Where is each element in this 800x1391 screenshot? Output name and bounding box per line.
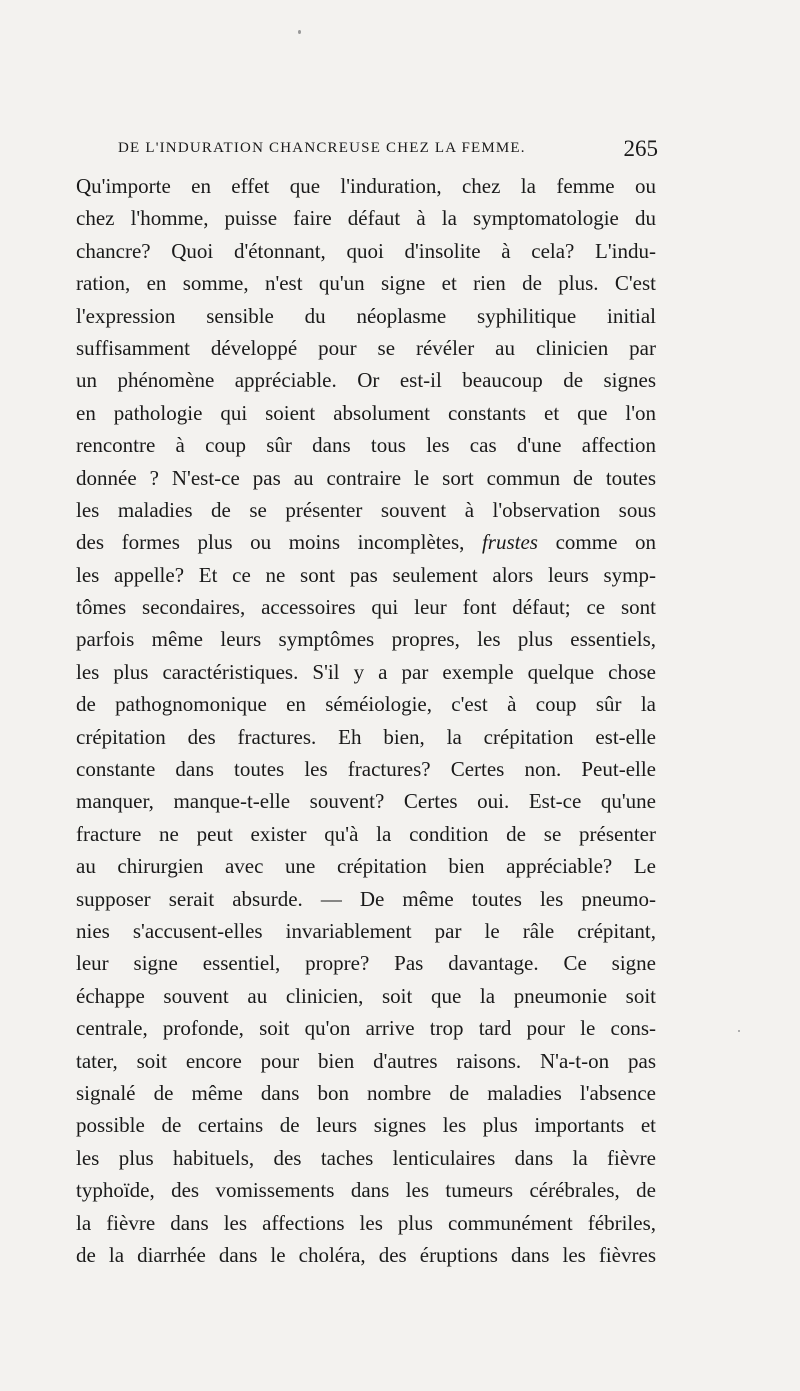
text-line: donnée ? N'est-ce pas au contraire le sort commun de toutes: [76, 465, 656, 490]
text-line: les plus caractéristiques. S'il y a par exemple quelque chose: [76, 659, 656, 684]
text-line: leur signe essentiel, propre? Pas davantage. Ce signe: [76, 951, 656, 976]
text-fragment: des formes plus ou moins incomplètes,: [76, 530, 482, 555]
running-head: [118, 136, 658, 166]
text-line: centrale, profonde, soit qu'on arrive trop tard pour le cons-: [76, 1016, 656, 1041]
paper-speck: [738, 1030, 740, 1032]
text-line: Qu'importe en effet que l'induration, chez la femme ou: [76, 174, 656, 198]
text-line: un phénomène appréciable. Or est-il beaucoup de signes: [76, 368, 656, 393]
text-line: manquer, manque-t-elle souvent? Certes oui. Est-ce qu'une: [76, 789, 656, 814]
text-line-with-italic: [76, 526, 656, 558]
text-line: de la diarrhée dans le choléra, des éruptions dans les fièvres: [76, 1242, 656, 1267]
running-title: DE L'INDURATION CHANCREUSE CHEZ LA FEMME.: [118, 140, 526, 156]
text-line: supposer serait absurde. — De même toutes les pneumo-: [76, 886, 656, 911]
italic-word: frustes: [481, 530, 538, 555]
text-line: signalé de même dans bon nombre de maladies l'absence: [76, 1080, 656, 1105]
text-line: de pathognomonique en séméiologie, c'est à coup sûr la: [76, 692, 656, 717]
text-line: échappe souvent au clinicien, soit que la pneumonie soit: [76, 983, 656, 1008]
text-line: la fièvre dans les affections les plus communément fébriles,: [76, 1210, 656, 1235]
text-line: crépitation des fractures. Eh bien, la crépitation est-elle: [76, 724, 656, 749]
text-line: chancre? Quoi d'étonnant, quoi d'insolite à cela? L'indu-: [76, 238, 656, 263]
text-line: l'expression sensible du néoplasme syphilitique initial: [76, 303, 656, 328]
text-line: rencontre à coup sûr dans tous les cas d'une affection: [76, 433, 656, 458]
paper-speck: [298, 30, 301, 34]
body-text: [76, 170, 656, 1271]
text-line: fracture ne peut exister qu'à la condition de se présenter: [76, 821, 656, 846]
text-line: ration, en somme, n'est qu'un signe et rien de plus. C'est: [76, 271, 656, 296]
text-line: constante dans toutes les fractures? Certes non. Peut-elle: [76, 757, 656, 782]
text-line: possible de certains de leurs signes les plus importants et: [76, 1113, 656, 1138]
text-line: nies s'accusent-elles invariablement par le râle crépitant,: [76, 918, 656, 943]
text-line: chez l'homme, puisse faire défaut à la symptomatologie du: [76, 206, 656, 231]
text-line: en pathologie qui soient absolument constants et que l'on: [76, 400, 656, 425]
page-number: 265: [623, 136, 658, 161]
text-line: les appelle? Et ce ne sont pas seulement alors leurs symp-: [76, 562, 656, 587]
text-fragment: comme on: [537, 530, 656, 555]
text-line: suffisamment développé pour se révéler au clinicien par: [76, 335, 656, 360]
text-line: les maladies de se présenter souvent à l'observation sous: [76, 497, 656, 522]
text-line: les plus habituels, des taches lenticulaires dans la fièvre: [76, 1145, 656, 1170]
text-line: tômes secondaires, accessoires qui leur font défaut; ce sont: [76, 595, 656, 620]
text-line: parfois même leurs symptômes propres, les plus essentiels,: [76, 627, 656, 652]
text-line: tater, soit encore pour bien d'autres raisons. N'a-t-on pas: [76, 1048, 656, 1073]
text-line: au chirurgien avec une crépitation bien appréciable? Le: [76, 854, 656, 879]
text-line: typhoïde, des vomissements dans les tumeurs cérébrales, de: [76, 1178, 656, 1203]
